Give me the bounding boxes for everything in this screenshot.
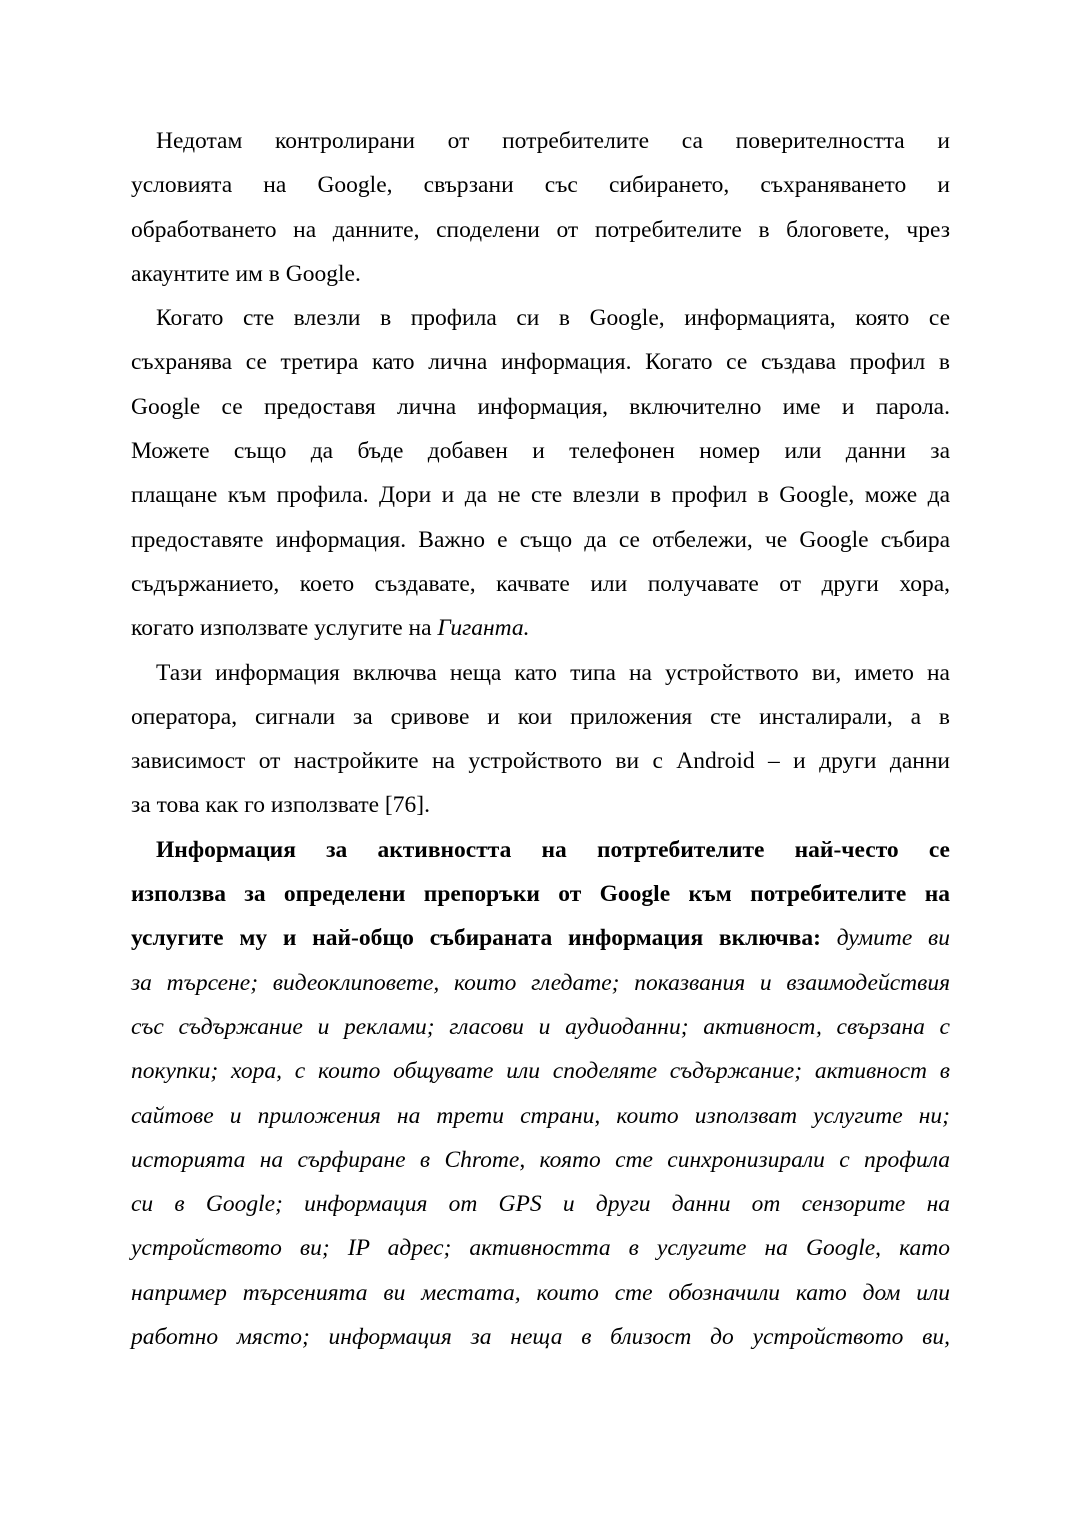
- document-line: [131, 1315, 950, 1359]
- text-segment: работно място; информация за неща в близост до устройството ви,: [131, 1324, 950, 1351]
- document-line: [131, 739, 950, 783]
- text-segment: покупки; хора, с които общувате или споделяте съдържание; активност в: [131, 1058, 950, 1085]
- document-line: [131, 296, 950, 340]
- document-line: [131, 473, 950, 517]
- paragraph-privacy-terms: [131, 119, 950, 296]
- text-segment: Когато сте влезли в профила си в Google, информацията, която се: [156, 305, 950, 332]
- document-line: [131, 429, 950, 473]
- document-line: [131, 828, 950, 872]
- document-line: [131, 1182, 950, 1226]
- text-segment: за това как го използвате [76].: [131, 792, 430, 819]
- document-line: [131, 1049, 950, 1093]
- text-segment: Гиганта.: [437, 615, 530, 642]
- document-line: [131, 783, 950, 827]
- text-segment: сайтове и приложения на трети страни, които използват услугите ни;: [131, 1102, 950, 1129]
- paragraph-google-account-info: [131, 296, 950, 650]
- document-line: [131, 119, 950, 163]
- text-segment: зависимост от настройките на устройството ви с Android – и други данни: [131, 748, 950, 775]
- document-line: [131, 606, 950, 650]
- document-line: [131, 208, 950, 252]
- text-segment: за търсене; видеоклиповете, които гледате; показвания и взаимодействия: [131, 969, 950, 996]
- text-segment: плащане към профила. Дори и да не сте влезли в профил в Google, може да: [131, 482, 950, 509]
- document-line: [131, 1094, 950, 1138]
- document-line: [131, 961, 950, 1005]
- text-segment: условията на Google, свързани със сибирането, съхраняването и: [131, 172, 950, 199]
- document-line: [131, 1138, 950, 1182]
- text-segment: си в Google; информация от GPS и други данни от сензорите на: [131, 1191, 950, 1218]
- text-block: [131, 119, 950, 1359]
- document-line: [131, 340, 950, 384]
- text-segment: например търсенията ви местата, които сте обозначили като дом или: [131, 1279, 950, 1306]
- text-segment: акаунтите им в Google.: [131, 260, 361, 287]
- document-line: [131, 651, 950, 695]
- paragraph-activity-info: [131, 828, 950, 1360]
- document-line: [131, 163, 950, 207]
- text-segment: думите ви: [836, 925, 950, 952]
- document-line: [131, 562, 950, 606]
- text-segment: обработването на данните, споделени от потребителите в блоговете, чрез: [131, 216, 950, 243]
- text-segment: когато използвате услугите на: [131, 615, 438, 642]
- text-segment: оператора, сигнали за сривове и кои приложения сте инсталирали, а в: [131, 703, 950, 730]
- text-segment: Тази информация включва неща като типа на устройството ви, името на: [156, 659, 950, 686]
- document-line: [131, 518, 950, 562]
- text-segment: със съдържание и реклами; гласови и аудиоданни; активност, свързана с: [131, 1013, 950, 1040]
- document-line: [131, 916, 950, 960]
- text-segment: Google се предоставя лична информация, включително име и парола.: [131, 393, 950, 420]
- document-line: [131, 1271, 950, 1315]
- text-segment: Информация за активността на потртебителите най-често се: [156, 836, 950, 863]
- text-segment: съдържанието, което създавате, качвате или получавате от други хора,: [131, 570, 950, 597]
- document-line: [131, 252, 950, 296]
- document-line: [131, 695, 950, 739]
- text-segment: устройството ви; IP адрес; активността в услугите на Google, като: [131, 1235, 950, 1262]
- text-segment: услугите му и най-общо събираната информация включва:: [131, 925, 837, 952]
- text-segment: Можете също да бъде добавен и телефонен номер или данни за: [131, 438, 950, 465]
- document-line: [131, 1005, 950, 1049]
- text-segment: историята на сърфиране в Chrome, която сте синхронизирали с профила: [131, 1146, 950, 1173]
- text-segment: използва за определени препоръки от Google към потребителите на: [131, 881, 950, 908]
- document-line: [131, 1226, 950, 1270]
- document-line: [131, 385, 950, 429]
- text-segment: съхранява се третира като лична информация. Когато се създава профил в: [131, 349, 950, 376]
- text-segment: Недотам контролирани от потребителите са поверителността и: [156, 128, 950, 154]
- text-segment: предоставяте информация. Важно е също да се отбележи, че Google събира: [131, 526, 950, 553]
- paragraph-device-info: [131, 651, 950, 828]
- document-line: [131, 872, 950, 916]
